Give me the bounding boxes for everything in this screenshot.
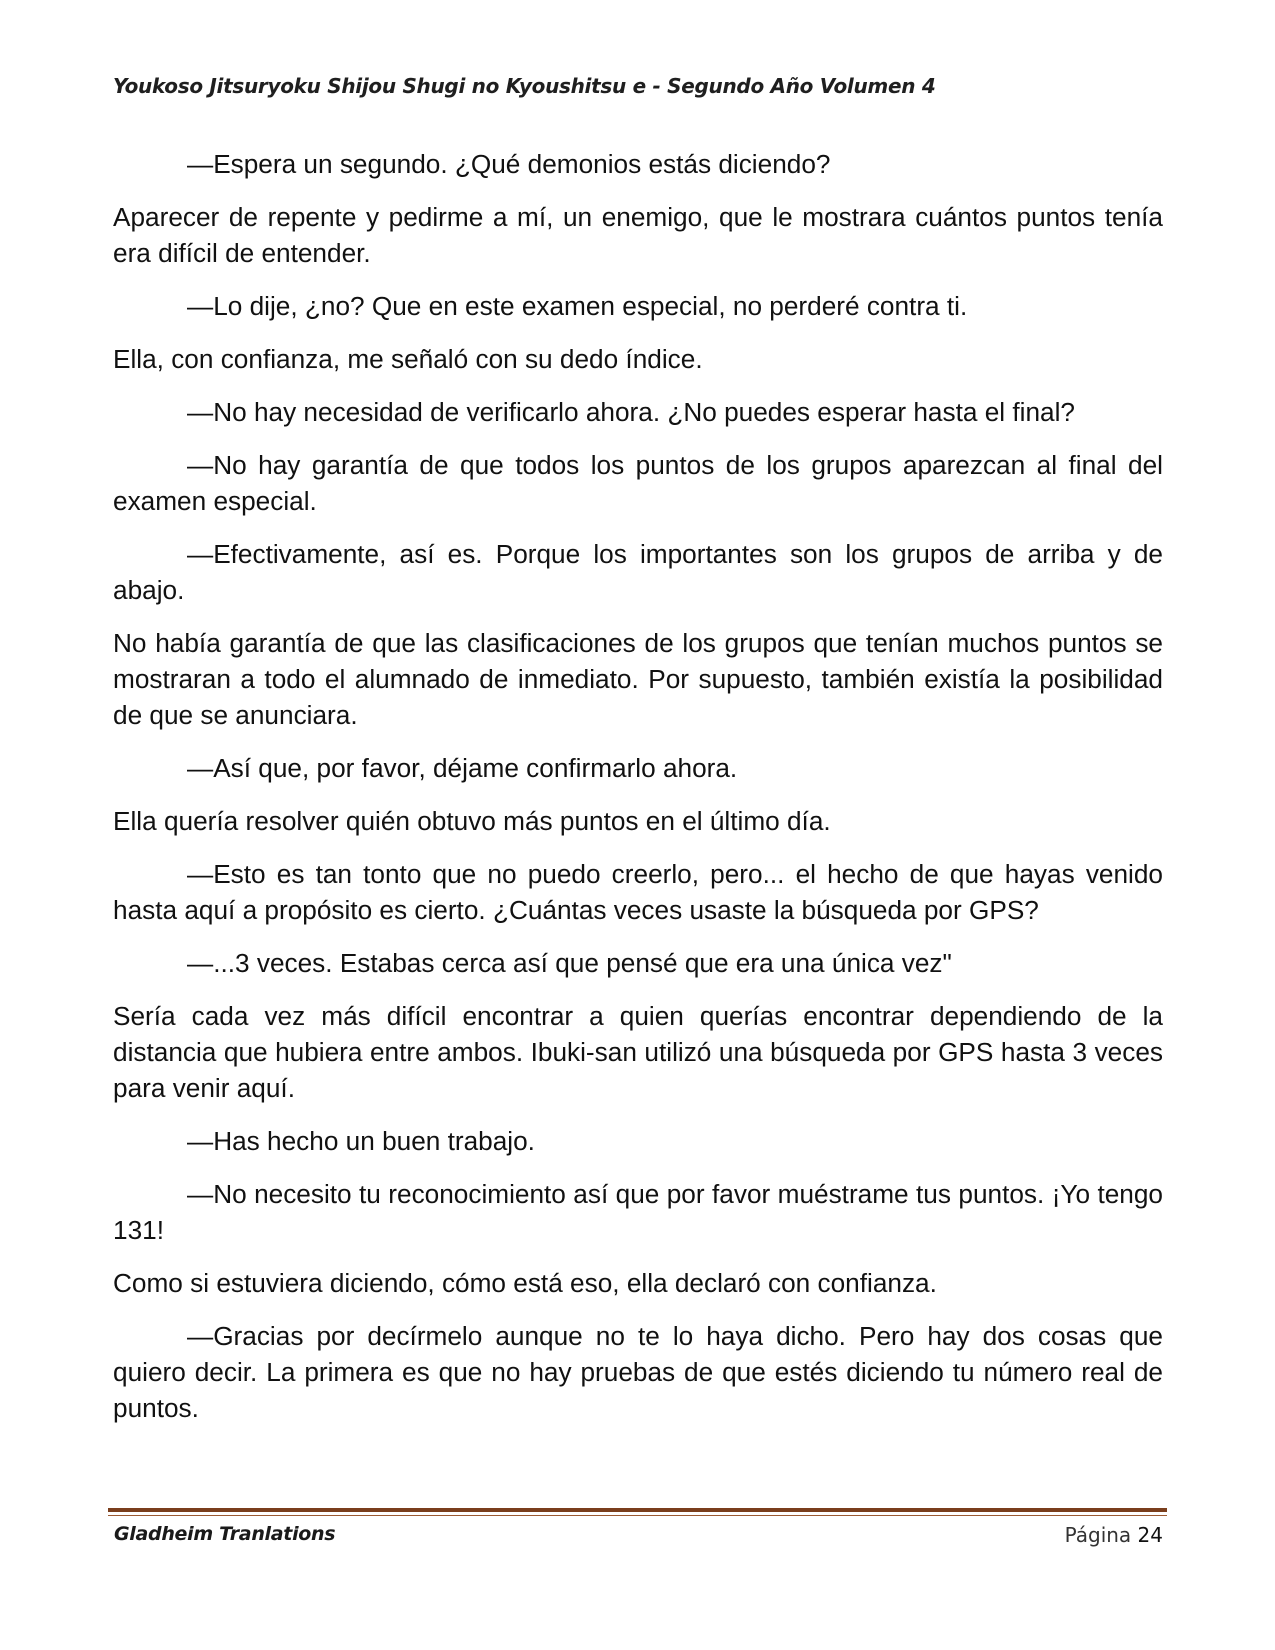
- paragraph-dialog: —...3 veces. Estabas cerca así que pensé que era una única vez": [187, 948, 952, 978]
- page-number: [1065, 1523, 1163, 1547]
- paragraph-dialog: —Efectivamente, así es. Porque los importantes son los grupos de arriba y de abajo.: [113, 539, 1163, 605]
- page-number-value: 24: [1137, 1523, 1163, 1547]
- paragraph-narration: Ella, con confianza, me señaló con su dedo índice.: [113, 344, 703, 374]
- page-label: Página: [1064, 1523, 1132, 1547]
- paragraph-narration: Ella quería resolver quién obtuvo más puntos en el último día.: [113, 806, 831, 836]
- paragraph-dialog: —No necesito tu reconocimiento así que por favor muéstrame tus puntos. ¡Yo tengo 131!: [113, 1179, 1163, 1245]
- page-body: [113, 146, 1163, 1443]
- footer-divider: [108, 1508, 1167, 1512]
- translator-credit: Gladheim Tranlations: [114, 1523, 336, 1545]
- paragraph-narration: Aparecer de repente y pedirme a mí, un enemigo, que le mostrara cuántos puntos tenía era difícil de entender.: [113, 202, 1163, 268]
- paragraph-dialog: —No hay necesidad de verificarlo ahora. ¿No puedes esperar hasta el final?: [187, 397, 1075, 427]
- paragraph-dialog: —Esto es tan tonto que no puedo creerlo, pero... el hecho de que hayas venido hasta aquí a propósito es cierto. ¿Cuántas veces usaste la búsqueda por GPS?: [113, 859, 1163, 925]
- paragraph-narration: No había garantía de que las clasificaciones de los grupos que tenían muchos puntos se mostraran a todo el alumnado de inmediato. Por supuesto, también existía la posibilidad de que se anunciara.: [113, 628, 1163, 730]
- paragraph-dialog: —Has hecho un buen trabajo.: [187, 1126, 535, 1156]
- paragraph-dialog: —Gracias por decírmelo aunque no te lo haya dicho. Pero hay dos cosas que quiero decir. La primera es que no hay pruebas de que estés diciendo tu número real de puntos.: [113, 1321, 1163, 1423]
- paragraph-narration: Como si estuviera diciendo, cómo está eso, ella declaró con confianza.: [113, 1268, 937, 1298]
- running-header: Youkoso Jitsuryoku Shijou Shugi no Kyoushitsu e - Segundo Año Volumen 4: [113, 74, 936, 98]
- paragraph-dialog: —Espera un segundo. ¿Qué demonios estás diciendo?: [187, 149, 831, 179]
- footer-divider-thin: [108, 1515, 1167, 1516]
- paragraph-dialog: —Lo dije, ¿no? Que en este examen especial, no perderé contra ti.: [187, 291, 968, 321]
- paragraph-narration: Sería cada vez más difícil encontrar a quien querías encontrar dependiendo de la distancia que hubiera entre ambos. Ibuki-san utilizó una búsqueda por GPS hasta 3 veces para venir aquí.: [113, 1001, 1163, 1103]
- paragraph-dialog: —Así que, por favor, déjame confirmarlo ahora.: [187, 753, 738, 783]
- paragraph-dialog: —No hay garantía de que todos los puntos de los grupos aparezcan al final del examen especial.: [113, 450, 1163, 516]
